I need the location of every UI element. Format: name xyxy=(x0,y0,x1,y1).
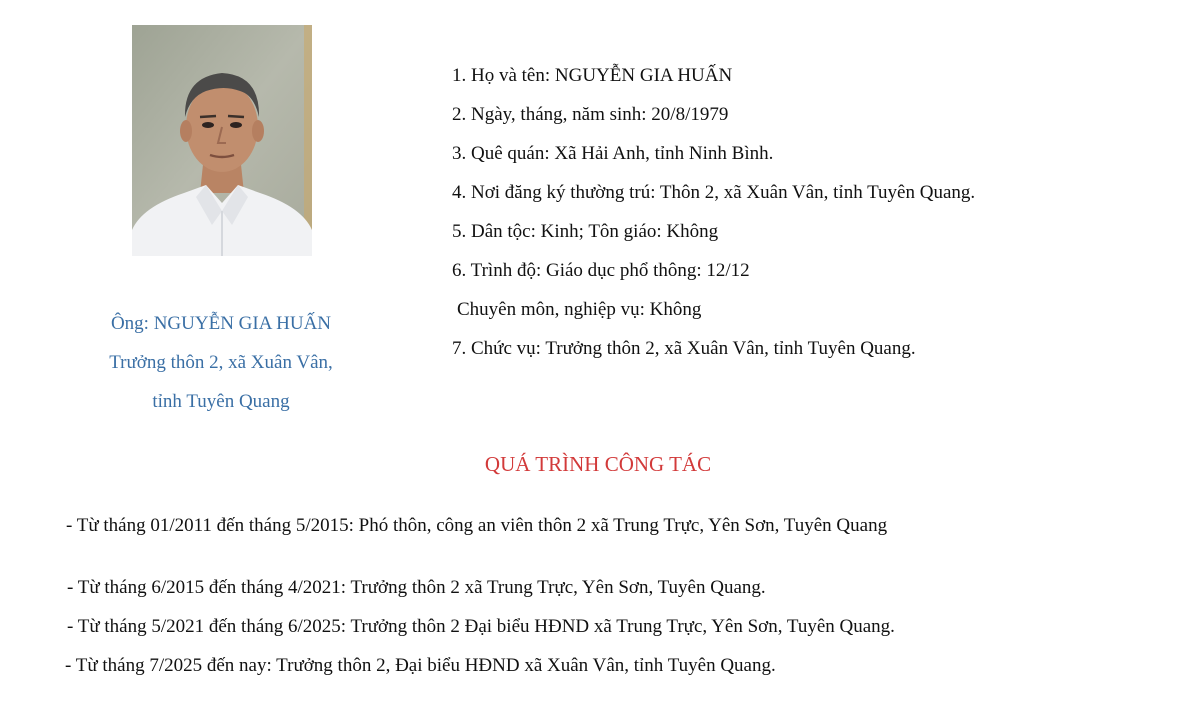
work-history-item: - Từ tháng 5/2021 đến tháng 6/2025: Trưởng thôn 2 Đại biểu HĐND xã Trung Trực, Yên Sơn, Tuyên Quang. xyxy=(67,616,895,637)
caption-position: Trưởng thôn 2, xã Xuân Vân, xyxy=(109,352,333,373)
caption-location: tỉnh Tuyên Quang xyxy=(152,391,290,412)
info-birth-date: 2. Ngày, tháng, năm sinh: 20/8/1979 xyxy=(452,104,729,125)
info-residence: 4. Nơi đăng ký thường trú: Thôn 2, xã Xuân Vân, tỉnh Tuyên Quang. xyxy=(452,182,976,203)
work-history-item: - Từ tháng 6/2015 đến tháng 4/2021: Trưởng thôn 2 xã Trung Trực, Yên Sơn, Tuyên Quang. xyxy=(67,577,766,598)
personal-info-list xyxy=(452,56,975,368)
caption-name: Ông: NGUYỄN GIA HUẤN xyxy=(110,313,332,334)
info-ethnicity-religion: 5. Dân tộc: Kinh; Tôn giáo: Không xyxy=(452,221,719,242)
portrait-caption xyxy=(60,304,382,421)
portrait-photo xyxy=(132,25,312,256)
info-position: 7. Chức vụ: Trưởng thôn 2, xã Xuân Vân, tỉnh Tuyên Quang. xyxy=(452,338,916,359)
info-hometown: 3. Quê quán: Xã Hải Anh, tỉnh Ninh Bình. xyxy=(452,143,774,164)
info-full-name: 1. Họ và tên: NGUYỄN GIA HUẤN xyxy=(452,65,733,86)
section-title: QUÁ TRÌNH CÔNG TÁC xyxy=(484,452,712,476)
work-history-item: - Từ tháng 01/2011 đến tháng 5/2015: Phó thôn, công an viên thôn 2 xã Trung Trực, Yên Sơn, Tuyên Quang xyxy=(66,515,888,536)
info-specialization: Chuyên môn, nghiệp vụ: Không xyxy=(457,299,702,320)
info-education: 6. Trình độ: Giáo dục phổ thông: 12/12 xyxy=(452,260,750,281)
work-history-item: - Từ tháng 7/2025 đến nay: Trưởng thôn 2, Đại biểu HĐND xã Xuân Vân, tỉnh Tuyên Quang. xyxy=(65,655,776,676)
